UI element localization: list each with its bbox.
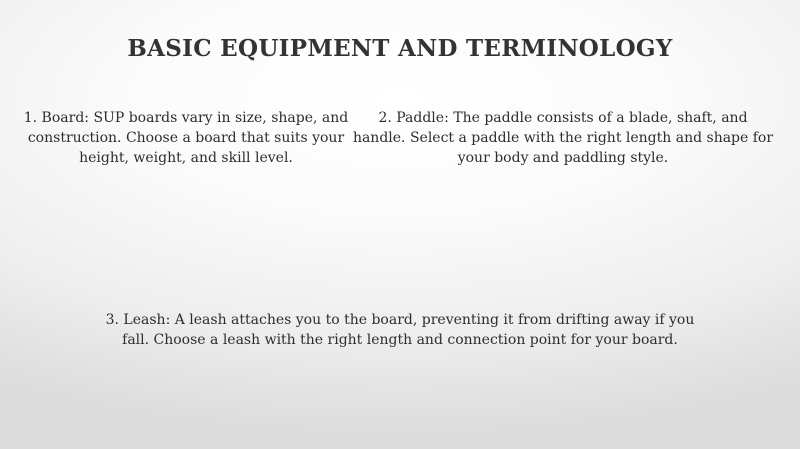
paddle-point: 2. Paddle: The paddle consists of a blade, shaft, and handle. Select a paddle with the right length and shape for your body and paddling style. <box>352 110 774 166</box>
board-point: 1. Board: SUP boards vary in size, shape, and construction. Choose a board that suits your height, weight, and skill level. <box>23 110 349 166</box>
slide-title: BASIC EQUIPMENT AND TERMINOLOGY <box>127 35 673 62</box>
leash-point: 3. Leash: A leash attaches you to the board, preventing it from drifting away if you fall. Choose a leash with the right length and connection point for your board. <box>105 312 695 348</box>
